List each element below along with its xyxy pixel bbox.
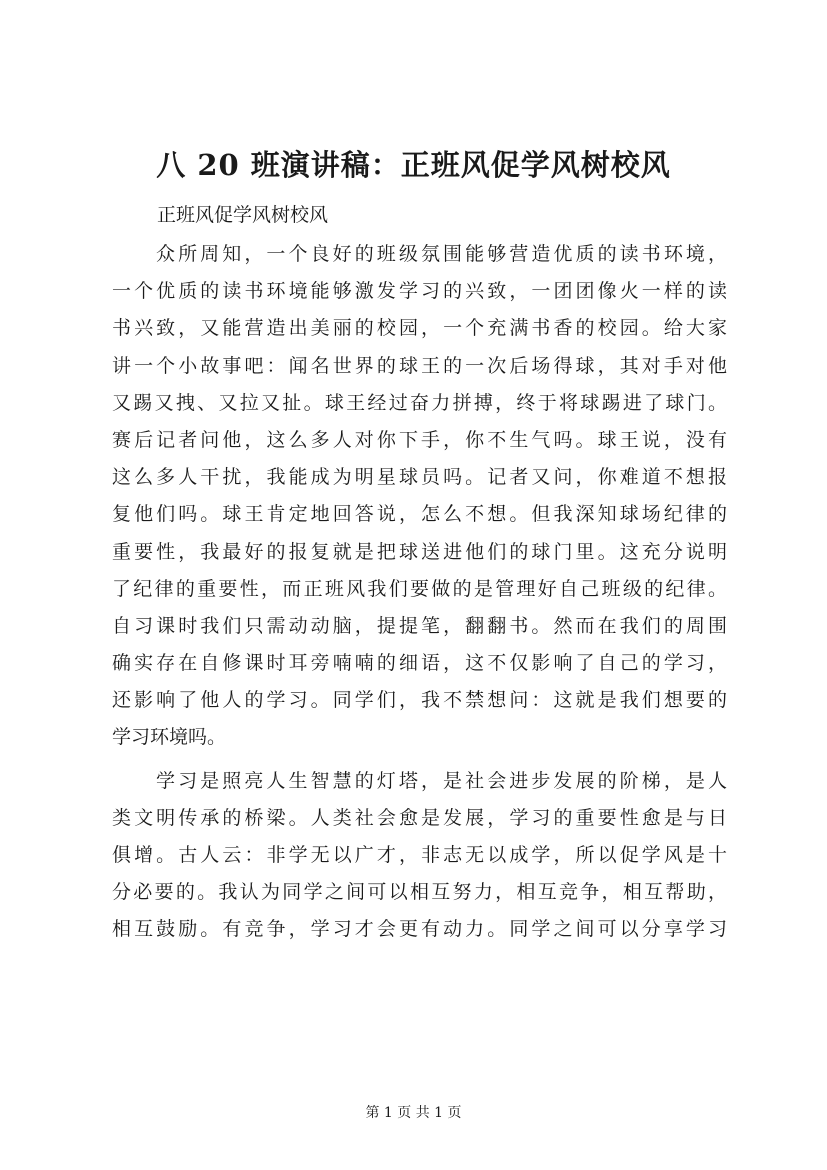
paragraph-line: 一个优质的读书环境能够激发学习的兴致，一团团像火一样的读 <box>112 280 727 303</box>
paragraph-line: 确实存在自修课时耳旁喃喃的细语，这不仅影响了自己的学习， <box>112 652 727 675</box>
paragraph-line: 这么多人干扰，我能成为明星球员吗。记者又问，你难道不想报 <box>112 466 727 489</box>
paragraph-line: 重要性，我最好的报复就是把球送进他们的球门里。这充分说明 <box>112 540 727 563</box>
page-footer: 第 1 页 共 1 页 <box>365 1105 462 1121</box>
paragraph-line: 分必要的。我认为同学之间可以相互努力，相互竞争，相互帮助， <box>112 881 727 904</box>
paragraph-line: 学习环境吗。 <box>112 726 227 749</box>
paragraph-line: 相互鼓励。有竞争，学习才会更有动力。同学之间可以分享学习 <box>112 918 727 941</box>
document-body <box>112 236 727 949</box>
paragraph-line: 书兴致，又能营造出美丽的校园，一个充满书香的校园。给大家 <box>112 317 727 340</box>
paragraph-line: 又踢又拽、又拉又扯。球王经过奋力拼搏，终于将球踢进了球门。 <box>112 391 727 414</box>
paragraph-line: 赛后记者问他，这么多人对你下手，你不生气吗。球王说，没有 <box>112 428 727 451</box>
paragraph-line: 讲一个小故事吧：闻名世界的球王的一次后场得球，其对手对他 <box>112 354 727 377</box>
paragraph-line: 自习课时我们只需动动脑，提提笔，翻翻书。然而在我们的周围 <box>112 614 727 637</box>
paragraph-line: 复他们吗。球王肯定地回答说，怎么不想。但我深知球场纪律的 <box>112 503 727 526</box>
paragraph-line: 俱增。古人云：非学无以广才，非志无以成学，所以促学风是十 <box>112 844 727 866</box>
paragraph-line: 还影响了他人的学习。同学们，我不禁想问：这就是我们想要的 <box>112 689 727 712</box>
paragraph-line: 类文明传承的桥梁。人类社会愈是发展，学习的重要性愈是与日 <box>112 806 727 829</box>
paragraph-line: 了纪律的重要性，而正班风我们要做的是管理好自己班级的纪律。 <box>112 577 727 600</box>
document-subtitle: 正班风促学风树校风 <box>157 204 329 226</box>
paragraph-line: 学习是照亮人生智慧的灯塔，是社会进步发展的阶梯，是人 <box>156 769 727 792</box>
paragraph-line: 众所周知，一个良好的班级氛围能够营造优质的读书环境， <box>156 243 727 265</box>
document-title: 八 20 班演讲稿：正班风促学风树校风 <box>156 148 671 182</box>
